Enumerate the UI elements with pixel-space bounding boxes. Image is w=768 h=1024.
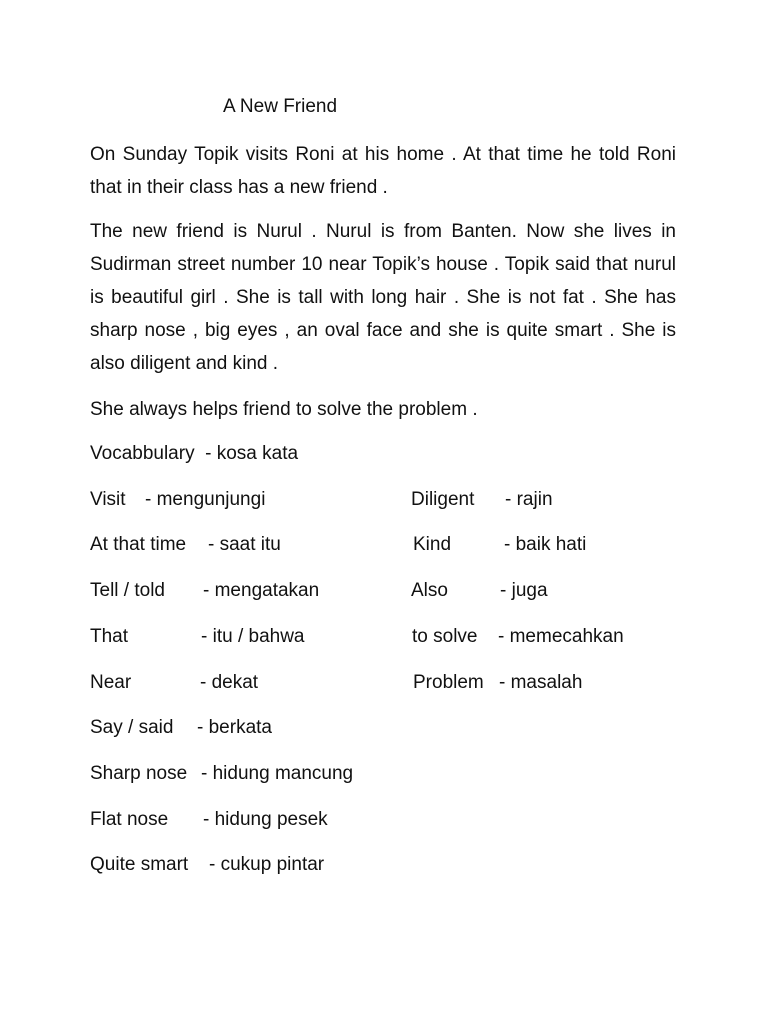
vocab-meaning: - mengunjungi [145,489,266,510]
vocab-meaning: - mengatakan [203,580,320,601]
vocab-term: Flat nose [90,809,169,830]
vocab-meaning: - hidung mancung [201,763,354,784]
vocab-term: Also [411,580,448,601]
vocab-term: to solve [412,626,478,647]
vocab-meaning: - hidung pesek [203,809,328,830]
vocab-meaning: - berkata [197,717,272,738]
vocab-term: Near [90,672,132,693]
paragraph-1: On Sunday Topik visits Roni at his home . At that time he told Roni that in their class has a new friend . [90,144,676,198]
vocab-heading: Vocabbulary - kosa kata [90,443,299,464]
vocab-term: Sharp nose [90,763,188,784]
vocab-term: That [90,626,129,647]
vocab-term: Visit [90,489,126,510]
vocab-meaning: - rajin [505,489,553,510]
vocab-meaning: - baik hati [504,534,587,555]
paragraph-2: The new friend is Nurul . Nurul is from Banten. Now she lives in Sudirman street number 10 near Topik’s house . Topik said that nurul is beautiful girl . She is tall with long hair . She is not fat . She has sharp nose , big eyes , an oval face and she is quite smart . She is also diligent and kind . [90,221,676,374]
vocab-meaning: - masalah [499,672,583,693]
vocab-meaning: - itu / bahwa [201,626,305,647]
vocab-term: Tell / told [90,580,165,601]
document-title: A New Friend [223,96,338,117]
vocab-meaning: - cukup pintar [209,854,325,875]
vocab-term: At that time [90,534,187,555]
vocab-term: Say / said [90,717,174,738]
vocab-meaning: - dekat [200,672,259,693]
vocab-term: Kind [413,534,452,555]
paragraph-3: She always helps friend to solve the problem . [90,399,478,420]
vocab-term: Problem [413,672,484,693]
vocab-meaning: - juga [500,580,548,601]
vocab-term: Diligent [411,489,475,510]
vocab-term: Quite smart [90,854,189,875]
vocab-meaning: - memecahkan [498,626,624,647]
vocab-meaning: - saat itu [208,534,281,555]
